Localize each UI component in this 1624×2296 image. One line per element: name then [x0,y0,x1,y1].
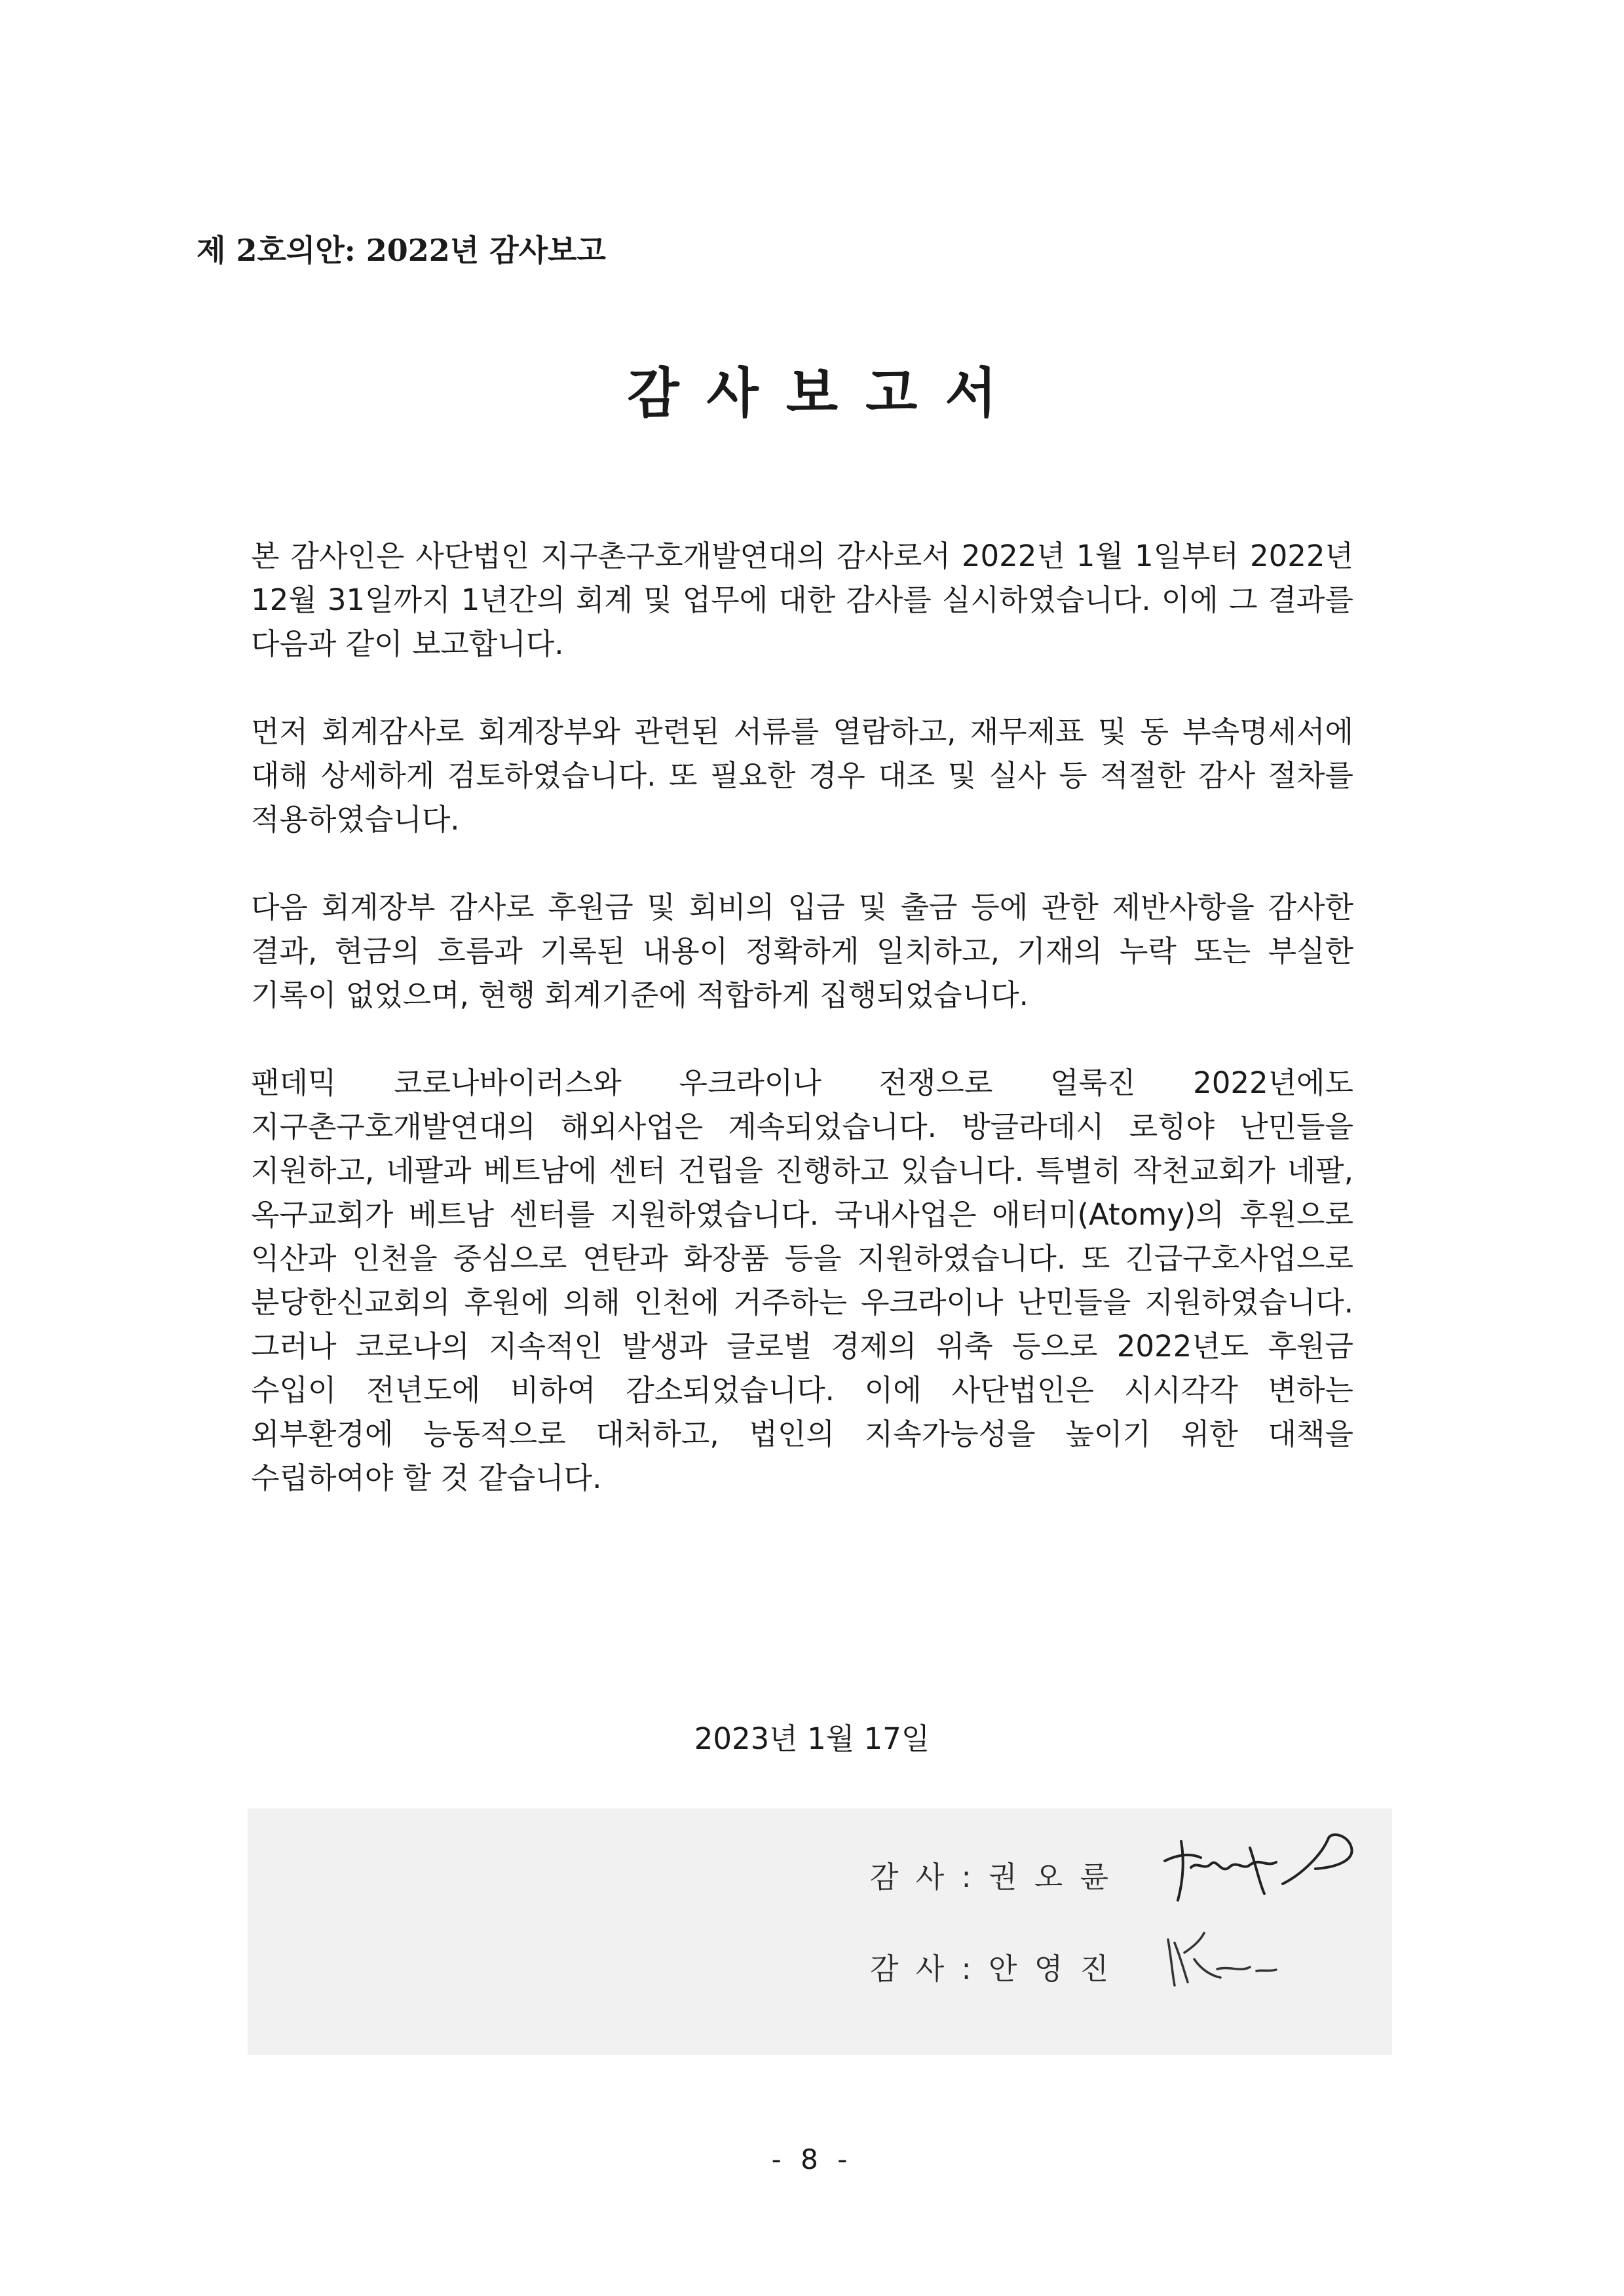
auditor-line-1 [870,1858,1112,1897]
paragraph-intro: 본 감사인은 사단법인 지구촌구호개발연대의 감사로서 2022년 1월 1일부터 2022년 12월 31일까지 1년간의 회계 및 업무에 대한 감사를 실시하였습니다. 이에 그 결과를 다음과 같이 보고합니다. [251,539,1353,661]
auditor-1-role: 감 사 : [870,1860,975,1894]
report-date: 2023년 1월 17일 [694,1721,930,1756]
page-number: - 8 - [771,2143,853,2175]
auditor-2-role: 감 사 : [870,1951,975,1986]
auditor-2-name: 안 영 진 [989,1951,1113,1986]
report-title: 감사보고서 [627,362,1025,425]
paragraph-accounting-audit: 먼저 회계감사로 회계장부와 관련된 서류를 열람하고, 재무제표 및 동 부속명세서에 대해 상세하게 검토하였습니다. 또 필요한 경우 대조 및 실사 등 적절한 감사 절차를 적용하였습니다. [251,714,1353,837]
paragraph-ledger-audit: 다음 회계장부 감사로 후원금 및 회비의 입금 및 출금 등에 관한 제반사항을 감사한 결과, 현금의 흐름과 기록된 내용이 정확하게 일치하고, 기재의 누락 또는 부실한 기록이 없었으며, 현행 회계기준에 적합하게 집행되었습니다. [251,890,1353,1012]
paragraph-activities: 팬데믹 코로나바이러스와 우크라이나 전쟁으로 얼룩진 2022년에도 지구촌구호개발연대의 해외사업은 계속되었습니다. 방글라데시 로힝야 난민들을 지원하고, 네팔과 베트남에 센터 건립을 진행하고 있습니다. 특별히 작천교회가 네팔, 옥구교회가 베트남 센터를 지원하였습니다. 국내사업은 애터미(Atomy)의 후원으로 익산과 인천을 중심으로 연탄과 화장품 등을 지원하였습니다. 또 긴급구호사업으로 분당한신교회의 후원에 의해 인천에 거주하는 우크라이나 난민들을 지원하였습니다. 그러나 코로나의 지속적인 발생과 글로벌 경제의 위축 등으로 2022년도 후원금 수입이 전년도에 비하여 감소되었습니다. 이에 사단법인은 시시각각 변하는 외부환경에 능동적으로 대처하고, 법인의 지속가능성을 높이기 위한 대책을 수립하여야 할 것 같습니다. [251,1065,1353,1495]
signature-icon [1152,1822,1368,1907]
agenda-title: 제 2호의안: 2022년 감사보고 [197,233,606,268]
report-body [251,534,1353,1544]
signature-icon [1158,1920,1289,1992]
auditor-line-2 [870,1949,1112,1989]
signature-area [248,1808,1392,2055]
auditor-1-name: 권 오 륜 [989,1860,1113,1894]
